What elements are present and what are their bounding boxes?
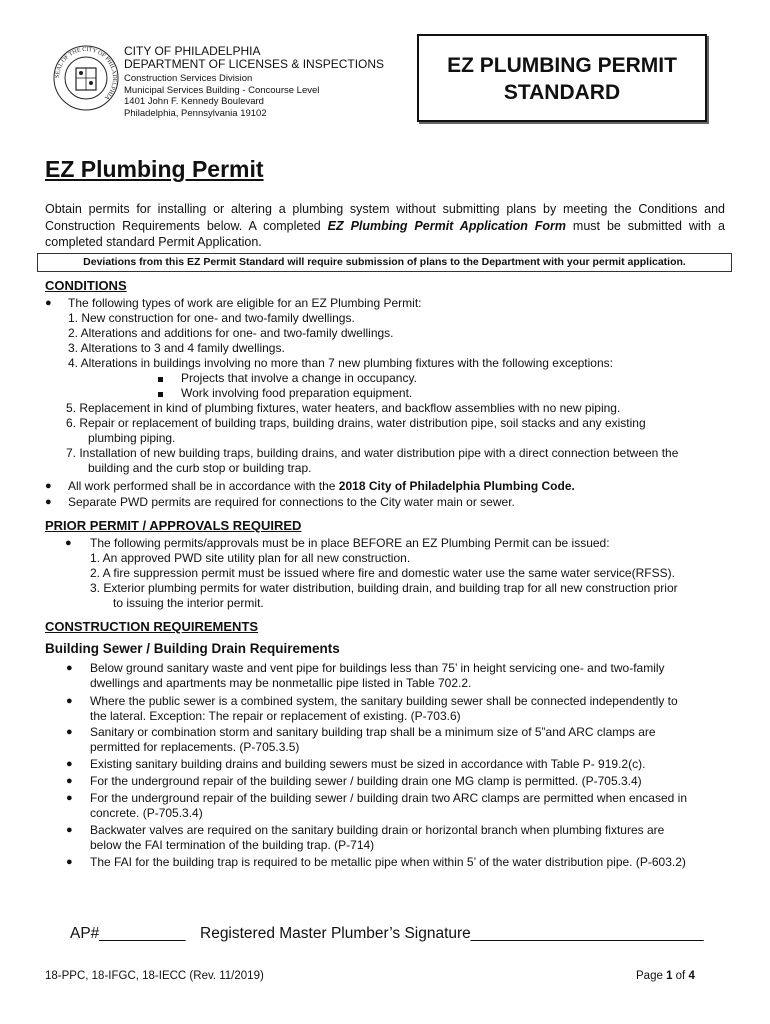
conditions-heading: CONDITIONS: [45, 278, 127, 293]
requirement-7: Backwater valves are required on the sanitary building drain or horizontal branch when plumbing fixtures are: [90, 823, 665, 837]
document-title-box: [417, 34, 707, 122]
exception-1: Projects that involve a change in occupancy.: [181, 371, 417, 385]
requirement-6-cont: concrete. (P-705.3.4): [90, 806, 203, 820]
page-number: [636, 970, 695, 982]
page-of: of: [672, 970, 689, 982]
code-compliance-line: [68, 479, 575, 494]
exception-2: Work involving food preparation equipment.: [181, 386, 413, 400]
prior-item-1: 1. An approved PWD site utility plan for all new construction.: [90, 551, 411, 565]
agency-building: Municipal Services Building - Concourse Level: [124, 84, 320, 96]
title-line-2: STANDARD: [503, 81, 621, 104]
bullet-icon: ●: [66, 775, 73, 787]
condition-item-7-cont: building and the curb stop or building trap.: [88, 461, 312, 475]
city-seal-logo: [52, 44, 120, 112]
requirement-2-cont: the lateral. Exception: The repair or replacement of existing. (P-703.6): [90, 709, 461, 723]
agency-city-state: Philadelphia, Pennsylvania 19102: [124, 107, 267, 119]
prior-lead: The following permits/approvals must be in place BEFORE an EZ Plumbing Permit can be issued:: [90, 536, 610, 550]
footer-code-editions: 18-PPC, 18-IFGC, 18-IECC (Rev. 11/2019): [45, 970, 264, 982]
requirement-3: Sanitary or combination storm and sanitary building trap shall be a minimum size of 5”and ARC clamps are: [90, 725, 656, 739]
condition-item-4: 4. Alterations in buildings involving no more than 7 new plumbing fixtures with the following exceptions:: [68, 356, 613, 370]
page-current: 1: [666, 970, 673, 982]
bullet-icon: ●: [66, 758, 73, 770]
intro-form-name: EZ Plumbing Permit Application Form: [327, 218, 567, 233]
bullet-icon: ●: [66, 662, 73, 674]
requirement-7-cont: below the FAI termination of the building trap. (P-714): [90, 838, 375, 852]
condition-item-6: 6. Repair or replacement of building traps, building drains, water distribution pipe, soil stacks and any existing: [66, 416, 646, 430]
code-pre-text: All work performed shall be in accordance with the: [68, 479, 339, 493]
intro-paragraph: [45, 201, 725, 251]
code-name: 2018 City of Philadelphia Plumbing Code.: [338, 479, 575, 493]
condition-item-5: 5. Replacement in kind of plumbing fixtures, water heaters, and backflow assemblies with no new piping.: [66, 401, 621, 415]
prior-item-3-cont: to issuing the interior permit.: [113, 596, 264, 610]
requirement-8: The FAI for the building trap is required to be metallic pipe when within 5’ of the water distribution pipe. (P-603.2): [90, 855, 686, 869]
bullet-icon: ●: [45, 480, 52, 492]
prior-item-2: 2. A fire suppression permit must be issued where fire and domestic water use the same water service(RFSS).: [90, 566, 675, 580]
construction-heading: CONSTRUCTION REQUIREMENTS: [45, 619, 259, 634]
square-bullet-icon: [158, 377, 163, 382]
agency-street: 1401 John F. Kennedy Boulevard: [124, 96, 264, 107]
bullet-icon: ●: [45, 297, 52, 309]
bullet-icon: ●: [66, 856, 73, 868]
page-title: EZ Plumbing Permit: [45, 156, 264, 182]
conditions-lead: The following types of work are eligible for an EZ Plumbing Permit:: [68, 296, 422, 310]
svg-text:SEAL OF THE CITY OF PHILADELPH: SEAL OF THE CITY OF PHILADELPHIA: [54, 46, 118, 101]
bullet-icon: ●: [65, 537, 72, 549]
prior-permit-heading: PRIOR PERMIT / APPROVALS REQUIRED: [45, 518, 302, 533]
condition-item-7: 7. Installation of new building traps, building drains, and water distribution pipe with a direct connection between the: [66, 446, 679, 460]
bullet-icon: ●: [66, 695, 73, 707]
intro-text-1: Obtain permits for installing or altering a plumbing system without submitting plans by meeting the Conditions and Construction Requirements below. A completed: [45, 202, 725, 233]
agency-department: DEPARTMENT OF LICENSES & INSPECTIONS: [124, 57, 385, 71]
requirement-3-cont: permitted for replacements. (P-705.3.5): [90, 740, 300, 754]
building-sewer-subheading: Building Sewer / Building Drain Requirements: [45, 641, 340, 656]
requirement-5: For the underground repair of the building sewer / building drain one MG clamp is permitted. (P-705.3.4): [90, 774, 642, 788]
title-line-1: EZ PLUMBING PERMIT: [447, 54, 677, 77]
page-total: 4: [688, 970, 695, 982]
plumber-signature-field[interactable]: Registered Master Plumber’s Signature___________________________: [200, 925, 704, 942]
page-word: Page: [636, 970, 667, 982]
agency-city: CITY OF PHILADELPHIA: [124, 44, 261, 58]
bullet-icon: ●: [66, 824, 73, 836]
deviation-notice: Deviations from this EZ Permit Standard will require submission of plans to the Department with your permit application.: [37, 253, 732, 272]
requirement-2: Where the public sewer is a combined system, the sanitary building sewer shall be connected independently to: [90, 694, 678, 708]
agency-block: [124, 45, 384, 119]
agency-division: Construction Services Division: [124, 73, 253, 84]
square-bullet-icon: [158, 392, 163, 397]
prior-item-3: 3. Exterior plumbing permits for water distribution, building drain, and building trap for all new construction prior: [90, 581, 678, 595]
bullet-icon: ●: [66, 726, 73, 738]
bullet-icon: ●: [66, 792, 73, 804]
condition-item-1: 1. New construction for one- and two-family dwellings.: [68, 311, 355, 325]
ap-number-field[interactable]: AP#__________: [70, 925, 186, 942]
requirement-6: For the underground repair of the building sewer / building drain two ARC clamps are permitted when encased in: [90, 791, 687, 805]
requirement-4: Existing sanitary building drains and building sewers must be sized in accordance with Table P- 919.2(c).: [90, 757, 646, 771]
requirement-1-cont: dwellings and apartments may be nonmetallic pipe listed in Table 702.2.: [90, 676, 472, 690]
pwd-permit-line: Separate PWD permits are required for connections to the City water main or sewer.: [68, 495, 515, 509]
intro-text-2: must be submitted with a completed standard Permit Application.: [45, 218, 725, 249]
condition-item-6-cont: plumbing piping.: [88, 431, 176, 445]
condition-item-3: 3. Alterations to 3 and 4 family dwellings.: [68, 341, 285, 355]
condition-item-2: 2. Alterations and additions for one- and two-family dwellings.: [68, 326, 394, 340]
requirement-1: Below ground sanitary waste and vent pipe for buildings less than 75’ in height servicing one- and two-family: [90, 661, 665, 675]
bullet-icon: ●: [45, 496, 52, 508]
